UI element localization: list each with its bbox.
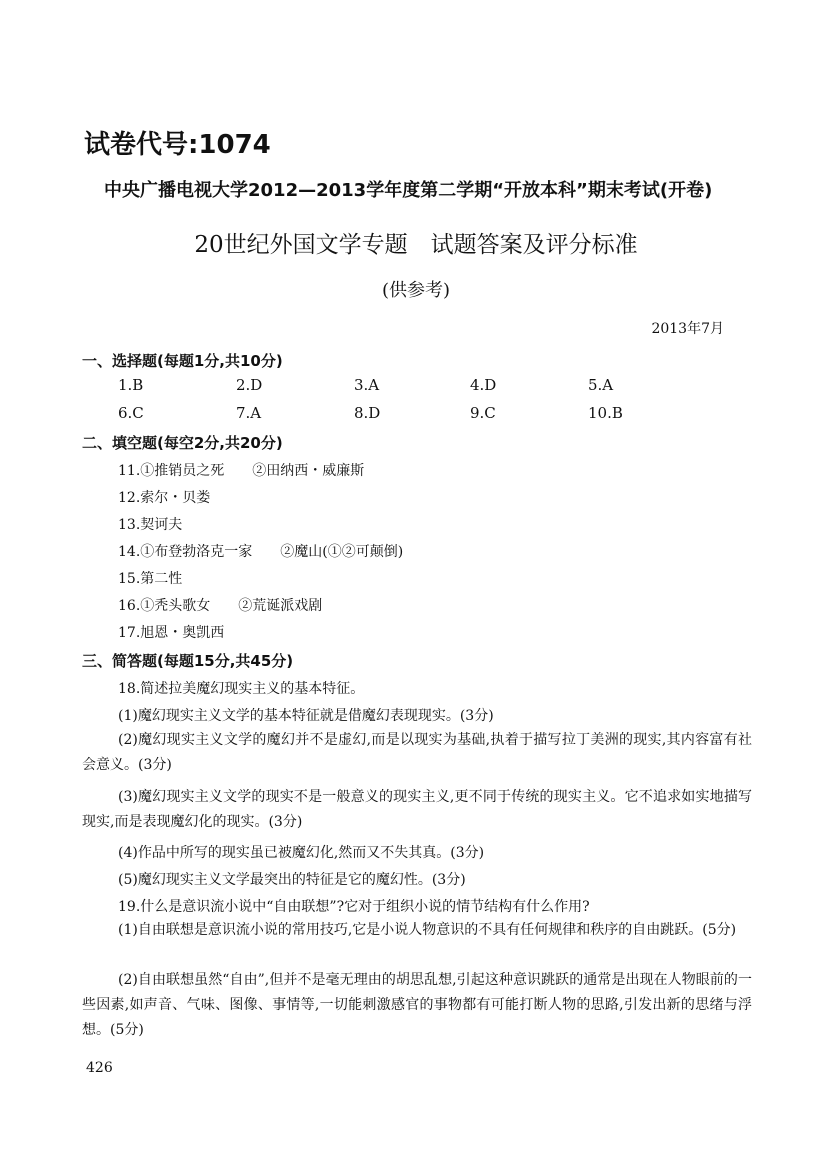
reference-note: (供参考) — [381, 280, 451, 301]
answer-item: 14.①布登勃洛克一家 ②魔山(①②可颠倒) — [118, 544, 404, 560]
answer-cell: 10.B — [588, 404, 623, 422]
answer-point: (4)作品中所写的现实虽已被魔幻化,然而又不失其真。(3分) — [118, 845, 485, 861]
answer-cell: 8.D — [354, 404, 381, 422]
answer-cell: 2.D — [236, 376, 263, 394]
answer-cell: 1.B — [118, 376, 144, 394]
subject-title: 20世纪外国文学专题 试题答案及评分标准 — [194, 232, 638, 258]
answer-cell: 4.D — [470, 376, 497, 394]
paper-code: 试卷代号:1074 — [84, 130, 271, 160]
answer-point: (5)魔幻现实主义文学最突出的特征是它的魔幻性。(3分) — [118, 872, 466, 888]
section-fill-blank-title: 二、填空题(每空2分,共20分) — [82, 434, 283, 452]
answer-item: 15.第二性 — [118, 571, 183, 587]
question-19: 19.什么是意识流小说中“自由联想”?它对于组织小说的情节结构有什么作用? — [118, 899, 590, 915]
answer-cell: 6.C — [118, 404, 144, 422]
answer-item: 12.索尔・贝娄 — [118, 490, 211, 506]
page-number: 426 — [86, 1060, 113, 1076]
answer-cell: 3.A — [354, 376, 380, 394]
answer-cell: 7.A — [236, 404, 262, 422]
exam-date: 2013年7月 — [651, 321, 724, 337]
exam-title: 中央广播电视大学2012—2013学年度第二学期“开放本科”期末考试(开卷) — [104, 180, 713, 201]
answer-item: 17.旭恩・奥凯西 — [118, 625, 225, 641]
answer-cell: 5.A — [588, 376, 614, 394]
answer-cell: 9.C — [470, 404, 496, 422]
answer-point: (1)自由联想是意识流小说的常用技巧,它是小说人物意识的不具有任何规律和秩序的自由跳跃。(5分) — [118, 922, 737, 938]
answer-item: 13.契诃夫 — [118, 517, 183, 533]
answer-point: (2)魔幻现实主义文学的魔幻并不是虚幻,而是以现实为基础,执着于描写拉丁美洲的现实,其内容富有社会意义。(3分) — [82, 732, 752, 773]
answer-item: 11.①推销员之死 ②田纳西・威廉斯 — [118, 463, 365, 479]
answer-item: 16.①秃头歌女 ②荒诞派戏剧 — [118, 598, 323, 614]
question-18: 18.简述拉美魔幻现实主义的基本特征。 — [118, 681, 365, 697]
answer-point: (2)自由联想虽然“自由”,但并不是毫无理由的胡思乱想,引起这种意识跳跃的通常是出现在人物眼前的一些因素,如声音、气味、图像、事情等,一切能刺激感官的事物都有可能打断人物的思路,引发出新的思绪与浮想。(5分) — [82, 972, 752, 1038]
answer-point: (3)魔幻现实主义文学的现实不是一般意义的现实主义,更不同于传统的现实主义。它不追求如实地描写现实,而是表现魔幻化的现实。(3分) — [82, 789, 752, 830]
answer-point: (1)魔幻现实主义文学的基本特征就是借魔幻表现现实。(3分) — [118, 708, 494, 724]
section-short-answer-title: 三、简答题(每题15分,共45分) — [82, 652, 294, 670]
section-multiple-choice-title: 一、选择题(每题1分,共10分) — [82, 352, 283, 370]
